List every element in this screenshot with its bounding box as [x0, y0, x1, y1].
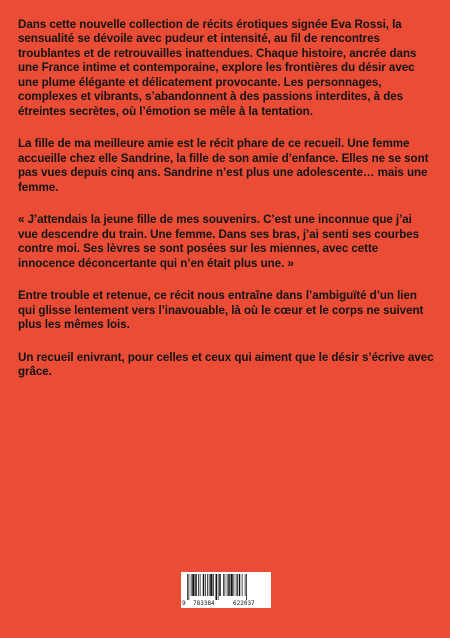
barcode-bar	[207, 574, 208, 596]
barcode-bar	[192, 574, 194, 596]
barcode-bar	[205, 574, 206, 596]
barcode-bar	[237, 574, 238, 596]
barcode-first-digit: 9	[182, 600, 186, 607]
barcode-bar	[210, 574, 212, 596]
barcode-bar	[228, 574, 230, 596]
barcode-bar	[198, 574, 199, 596]
barcode-bar	[189, 574, 190, 600]
closing-paragraph: Un recueil enivrant, pour celles et ceux qui aiment que le désir s’écrive avec grâce.	[18, 350, 434, 379]
barcode-bar	[187, 574, 188, 600]
barcode-bar	[219, 574, 221, 596]
barcode-bar	[234, 574, 235, 596]
barcode-bar	[200, 574, 201, 596]
barcode-bar	[191, 574, 192, 596]
intro-paragraph: Dans cette nouvelle collection de récits érotiques signée Eva Rossi, la sensualité se dévoile avec pudeur et intensité, au fil de rencontres troublantes et de retrouvailles inattendues. Chaque histoire, ancrée dans une France intime et contemporaine, explore les frontières du désir avec une plume élégante et délicatement provocante. Les personnages, complexes et vibrants, s’abandonnent à des passions interdites, à des étreintes secrètes, où l’émotion se mêle à la tentation.	[18, 18, 417, 118]
barcode-bar	[216, 574, 218, 600]
barcode-bar	[195, 574, 197, 596]
barcode-bar	[203, 574, 205, 596]
barcode-bar	[246, 574, 247, 600]
barcode-bar	[239, 574, 241, 596]
barcode-bar	[209, 574, 210, 596]
isbn-barcode	[181, 572, 271, 608]
barcode-bar	[231, 574, 233, 596]
barcode-bars	[187, 574, 267, 600]
barcode-bar	[225, 574, 226, 596]
barcode-bar	[218, 574, 219, 600]
barcode-bar	[236, 574, 237, 596]
barcode-bar	[245, 574, 246, 596]
story-summary-paragraph: La fille de ma meilleure amie est le récit phare de ce recueil. Une femme accueille chez elle Sandrine, la fille de son amie d’enfance. Elles ne se sont pas vues depuis cinq ans. Sandrine n’est plus une adolescente… mais une femme.	[18, 137, 429, 194]
barcode-bar	[213, 574, 214, 596]
excerpt-quote: « J’attendais la jeune fille de mes souvenirs. C’est une inconnue que j’ai vue descendre du train. Une femme. Dans ses bras, j’ai senti ses courbes contre moi. Ses lèvres se sont posées sur les miennes, avec cette innocence déconcertante qui n’en était plus une. »	[18, 213, 420, 270]
barcode-bar	[223, 574, 224, 596]
story-theme-paragraph: Entre trouble et retenue, ce récit nous entraîne dans l’ambiguïté d’un lien qui glisse lentement vers l’inavouable, là où le cœur et le corps ne suivent plus les mêmes lois.	[18, 289, 424, 332]
barcode-bar	[242, 574, 243, 596]
barcode-left-digits: 783384	[193, 600, 215, 607]
barcode-bar	[227, 574, 228, 596]
barcode-right-digits: 622037	[233, 600, 255, 607]
back-cover-text	[18, 18, 434, 398]
